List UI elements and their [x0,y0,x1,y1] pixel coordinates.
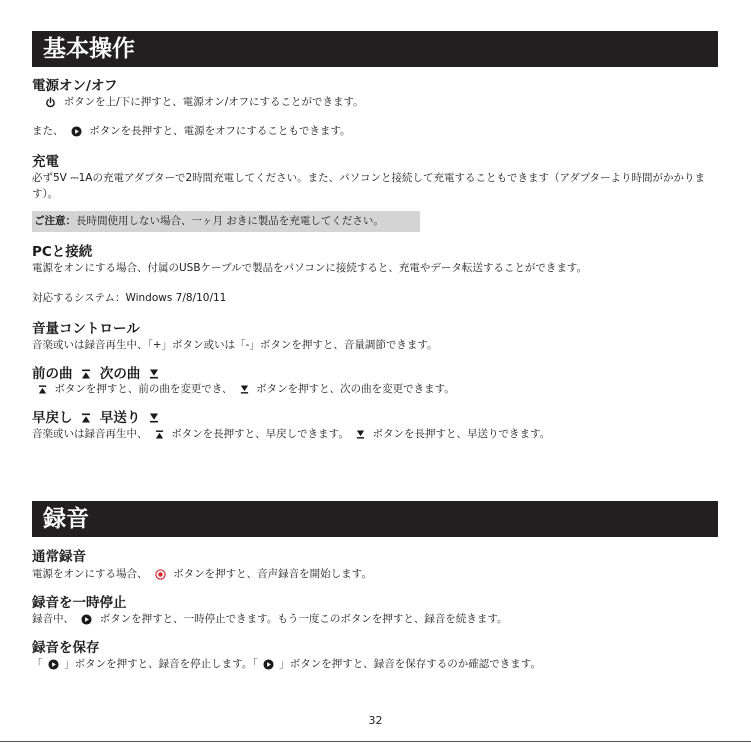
normal-recording-text-b: ボタンを押すと、音声録音を開始します。 [173,568,372,580]
next-icon [149,369,159,379]
heading-seek [32,409,163,427]
prev-icon [155,430,164,439]
pause-recording-text-b: ボタンを押すと、一時停止できます。もう一度このボタンを押すと、録音を続きます。 [99,613,508,625]
heading-next-track: 次の曲 [99,366,141,382]
heading-pause-recording: 録音を一時停止 [32,595,127,611]
section-header-recording [32,501,718,537]
heading-charge: 充電 [32,154,59,170]
track-text [32,381,722,397]
heading-volume: 音量コントロール [32,321,140,337]
power-line-2-text: ボタンを長押すと、電源をオフにすることもできます。 [89,125,351,137]
heading-pc: PCと接続 [32,244,93,260]
heading-normal-recording: 通常録音 [32,549,86,565]
prev-icon [81,369,91,379]
pause-recording-text-a: 録音中、 [32,613,74,625]
save-recording-text-b: 」ボタンを押すと、録音を停止します。「 [64,658,258,670]
seek-text [32,426,722,442]
play-pause-icon [263,659,274,670]
section-header-basic [32,31,718,67]
pc-line-2: 対応するシステム：Windows 7/8/10/11 [32,292,227,304]
save-recording-text-a: 「 [32,658,43,670]
note-box [32,211,420,232]
power-line-1-text: ボタンを上/下に押すと、電源オン/オフにすることができます。 [63,96,364,108]
page-number: 32 [368,714,383,727]
record-icon [155,569,166,580]
track-text-b: ボタンを押すと、次の曲を変更できます。 [256,383,455,395]
seek-text-a: 音楽或いは録音再生中、 [32,428,148,440]
note-label: ご注意： [34,215,76,227]
section-title-recording: 録音 [43,506,89,532]
normal-recording-text-a: 電源をオンにする場合、 [32,568,148,580]
power-icon [45,97,56,108]
seek-text-b: ボタンを長押すと、早戻しできます。 [171,428,349,440]
save-recording-text [32,656,722,672]
play-pause-icon [81,614,92,625]
pc-line-1: 電源をオンにする場合、付属のUSBケーブルで製品をパソコンに接続すると、充電やデータ転送することができます。 [32,262,588,274]
pause-recording-text [32,611,722,627]
bottom-divider [0,741,751,742]
power-line-2-prefix: また、 [32,125,64,137]
play-pause-icon [71,126,82,137]
normal-recording-text [32,566,722,582]
next-icon [356,430,365,439]
charge-text: 必ず5V ⎓1Aの充電アダプターで2時間充電してください。また、パソコンと接続して充電することもできます（アダプターより時間がかかります）。 [32,172,705,200]
heading-prev-track: 前の曲 [32,366,73,382]
seek-text-c: ボタンを長押すと、早送りできます。 [372,428,551,440]
prev-icon [81,413,91,423]
play-pause-icon [48,659,59,670]
heading-fast-forward: 早送り [99,410,141,426]
section-title-basic: 基本操作 [43,36,135,62]
power-line-2 [32,123,722,139]
volume-text: 音楽或いは録音再生中、「+」ボタン或いは「-」ボタンを押すと、音量調節できます。 [32,339,438,351]
heading-save-recording: 録音を保存 [32,640,100,656]
heading-power: 電源オン/オフ [32,78,118,94]
next-icon [240,385,249,394]
next-icon [149,413,159,423]
save-recording-text-c: 」ボタンを押すと、録音を保存するのか確認できます。 [279,658,541,670]
track-text-a: ボタンを押すと、前の曲を変更でき、 [54,383,233,395]
heading-rewind: 早戻し [32,410,73,426]
power-line-1 [32,94,722,110]
prev-icon [38,385,47,394]
note-text: 長時間使用しない場合、一ヶ月 おきに製品を充電してください。 [76,215,384,227]
